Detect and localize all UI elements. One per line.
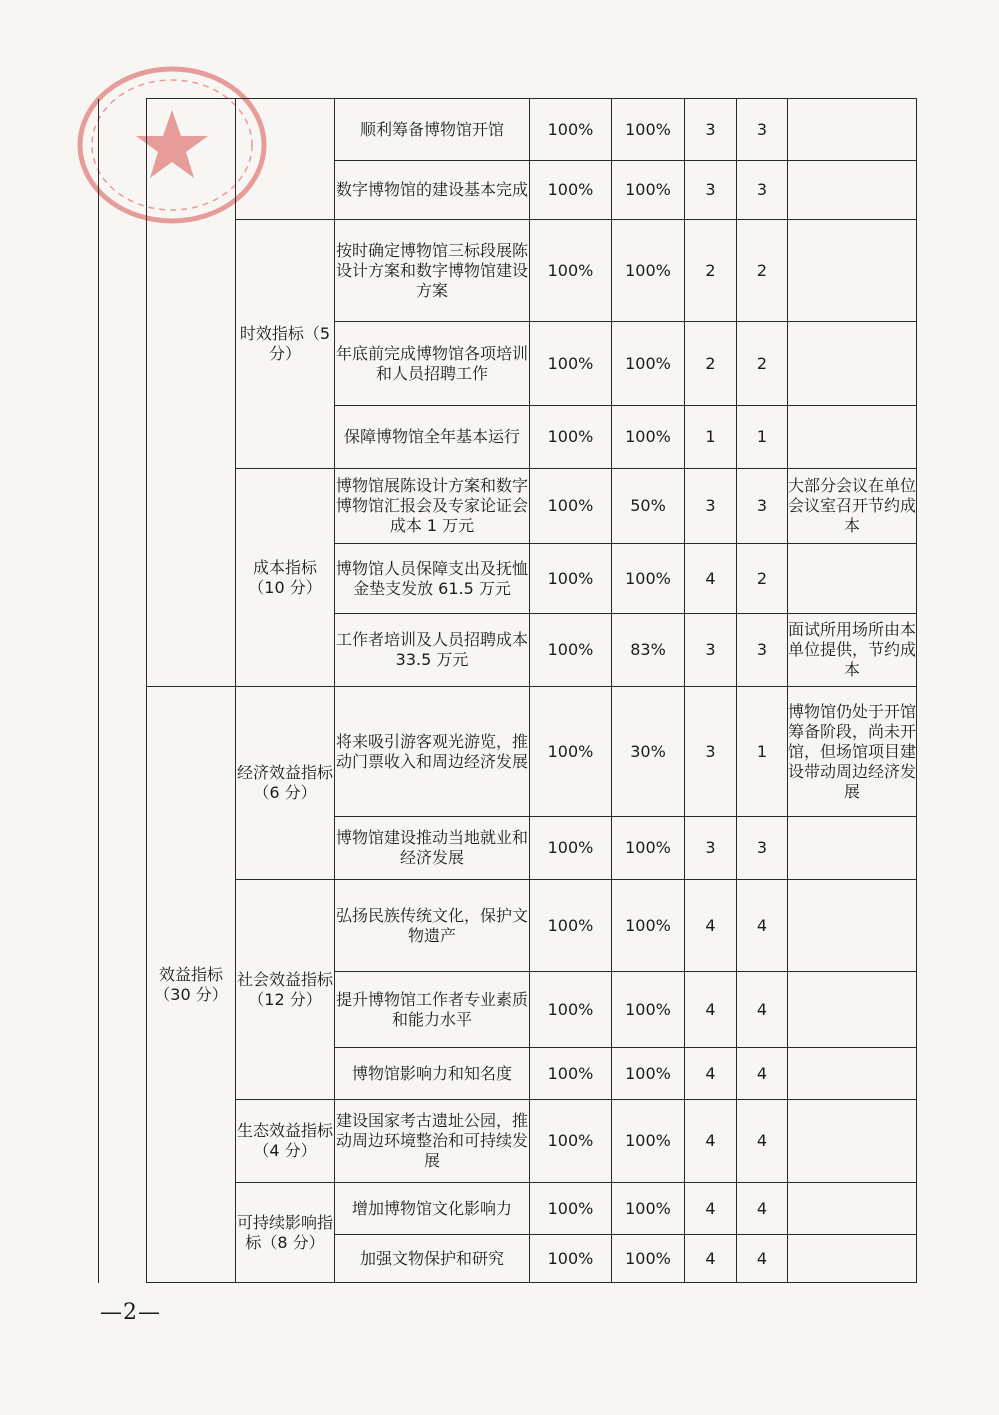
target-value: 100% — [530, 544, 612, 614]
score-value: 4 — [737, 1235, 788, 1283]
score-value: 3 — [737, 614, 788, 687]
indicator-desc: 建设国家考古遗址公园，推动周边环境整治和可持续发展 — [335, 1100, 530, 1183]
social-category: 社会效益指标（12 分） — [236, 880, 335, 1100]
score-value: 4 — [737, 1048, 788, 1100]
note-cell — [788, 544, 917, 614]
indicator-desc: 年底前完成博物馆各项培训和人员招聘工作 — [335, 322, 530, 406]
target-value: 100% — [530, 687, 612, 817]
score-value: 3 — [737, 161, 788, 220]
ecological-category: 生态效益指标（4 分） — [236, 1100, 335, 1183]
score-value: 3 — [737, 469, 788, 544]
target-value: 100% — [530, 322, 612, 406]
actual-value: 100% — [612, 99, 685, 161]
indicator-desc: 博物馆展陈设计方案和数字博物馆汇报会及专家论证会成本 1 万元 — [335, 469, 530, 544]
weight-value: 2 — [685, 220, 737, 322]
score-value: 4 — [737, 1183, 788, 1235]
indicator-desc: 保障博物馆全年基本运行 — [335, 406, 530, 469]
indicator-desc: 博物馆建设推动当地就业和经济发展 — [335, 817, 530, 880]
weight-value: 4 — [685, 1235, 737, 1283]
table-row — [99, 99, 917, 161]
actual-value: 100% — [612, 1235, 685, 1283]
weight-value: 4 — [685, 1100, 737, 1183]
target-value: 100% — [530, 406, 612, 469]
target-value: 100% — [530, 161, 612, 220]
weight-value: 3 — [685, 161, 737, 220]
actual-value: 100% — [612, 1100, 685, 1183]
output-category-cell — [147, 99, 236, 687]
indicator-desc: 提升博物馆工作者专业素质和能力水平 — [335, 972, 530, 1048]
cost-category: 成本指标（10 分） — [236, 469, 335, 687]
note-cell: 博物馆仍处于开馆筹备阶段，尚未开馆，但场馆项目建设带动周边经济发展 — [788, 687, 917, 817]
economic-category: 经济效益指标（6 分） — [236, 687, 335, 880]
actual-value: 100% — [612, 544, 685, 614]
weight-value: 3 — [685, 817, 737, 880]
note-cell — [788, 220, 917, 322]
actual-value: 100% — [612, 1183, 685, 1235]
note-cell — [788, 972, 917, 1048]
score-value: 3 — [737, 99, 788, 161]
target-value: 100% — [530, 972, 612, 1048]
weight-value: 3 — [685, 99, 737, 161]
actual-value: 100% — [612, 972, 685, 1048]
note-cell — [788, 322, 917, 406]
table-row — [99, 687, 917, 817]
score-value: 2 — [737, 544, 788, 614]
actual-value: 100% — [612, 322, 685, 406]
weight-value: 1 — [685, 406, 737, 469]
score-value: 1 — [737, 406, 788, 469]
note-cell — [788, 1100, 917, 1183]
actual-value: 100% — [612, 406, 685, 469]
indicator-desc: 加强文物保护和研究 — [335, 1235, 530, 1283]
page-number: —2— — [100, 1300, 161, 1325]
indicator-desc: 增加博物馆文化影响力 — [335, 1183, 530, 1235]
actual-value: 100% — [612, 1048, 685, 1100]
weight-value: 2 — [685, 322, 737, 406]
indicator-desc: 工作者培训及人员招聘成本 33.5 万元 — [335, 614, 530, 687]
weight-value: 4 — [685, 544, 737, 614]
actual-value: 83% — [612, 614, 685, 687]
note-cell — [788, 817, 917, 880]
actual-value: 100% — [612, 880, 685, 972]
target-value: 100% — [530, 614, 612, 687]
score-value: 2 — [737, 220, 788, 322]
performance-indicator-table — [98, 98, 917, 1283]
indicator-desc: 将来吸引游客观光游览，推动门票收入和周边经济发展 — [335, 687, 530, 817]
weight-value: 4 — [685, 880, 737, 972]
weight-value: 3 — [685, 614, 737, 687]
indicator-desc: 顺利筹备博物馆开馆 — [335, 99, 530, 161]
target-value: 100% — [530, 1048, 612, 1100]
note-cell — [788, 406, 917, 469]
weight-value: 4 — [685, 1048, 737, 1100]
score-value: 1 — [737, 687, 788, 817]
note-cell — [788, 1048, 917, 1100]
indicator-desc: 博物馆人员保障支出及抚恤金垫支发放 61.5 万元 — [335, 544, 530, 614]
target-value: 100% — [530, 1100, 612, 1183]
actual-value: 100% — [612, 220, 685, 322]
score-value: 3 — [737, 817, 788, 880]
note-cell — [788, 880, 917, 972]
target-value: 100% — [530, 99, 612, 161]
note-cell: 大部分会议在单位会议室召开节约成本 — [788, 469, 917, 544]
target-value: 100% — [530, 220, 612, 322]
note-cell — [788, 1183, 917, 1235]
weight-value: 3 — [685, 687, 737, 817]
target-value: 100% — [530, 1235, 612, 1283]
actual-value: 50% — [612, 469, 685, 544]
actual-value: 100% — [612, 161, 685, 220]
actual-value: 100% — [612, 817, 685, 880]
timeliness-category: 时效指标（5 分） — [236, 220, 335, 469]
note-cell: 面试所用场所由本单位提供，节约成本 — [788, 614, 917, 687]
indicator-desc: 博物馆影响力和知名度 — [335, 1048, 530, 1100]
target-value: 100% — [530, 817, 612, 880]
weight-value: 4 — [685, 972, 737, 1048]
actual-value: 30% — [612, 687, 685, 817]
note-cell — [788, 1235, 917, 1283]
indicator-desc: 弘扬民族传统文化，保护文物遗产 — [335, 880, 530, 972]
indicator-desc: 按时确定博物馆三标段展陈设计方案和数字博物馆建设方案 — [335, 220, 530, 322]
quality-subcategory-cell — [236, 99, 335, 220]
target-value: 100% — [530, 469, 612, 544]
note-cell — [788, 161, 917, 220]
sustainable-category: 可持续影响指标（8 分） — [236, 1183, 335, 1283]
weight-value: 4 — [685, 1183, 737, 1235]
score-value: 4 — [737, 880, 788, 972]
target-value: 100% — [530, 1183, 612, 1235]
outer-column — [99, 99, 147, 1283]
target-value: 100% — [530, 880, 612, 972]
benefit-category: 效益指标（30 分） — [147, 687, 236, 1283]
weight-value: 3 — [685, 469, 737, 544]
score-value: 4 — [737, 1100, 788, 1183]
note-cell — [788, 99, 917, 161]
score-value: 2 — [737, 322, 788, 406]
indicator-desc: 数字博物馆的建设基本完成 — [335, 161, 530, 220]
score-value: 4 — [737, 972, 788, 1048]
